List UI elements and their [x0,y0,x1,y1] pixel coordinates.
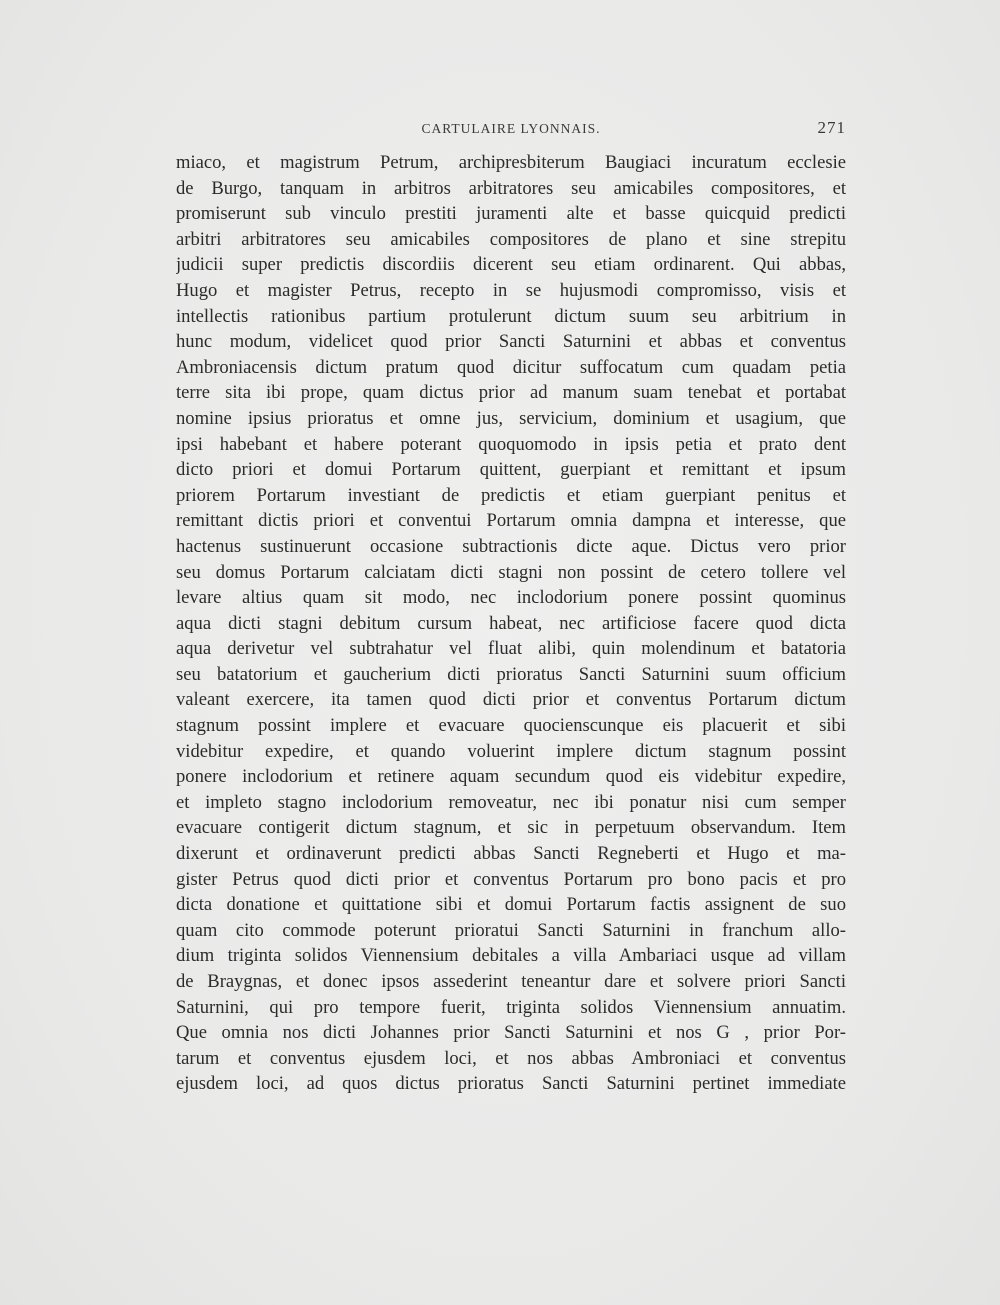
text-line: promiserunt sub vinculo prestiti juramenti alte et basse quicquid predicti [176,203,846,225]
text-line: de Braygnas, et donec ipsos assederint teneantur dare et solvere priori Sancti [176,971,846,992]
text-line: Ambroniacensis dictum pratum quod dicitur suffocatum cum quadam petia [176,356,846,378]
text-line: Saturnini, qui pro tempore fuerit, triginta solidos Viennensium annuatim. [176,996,846,1018]
text-line: videbitur expedire, et quando voluerint implere dictum stagnum possint [176,740,846,762]
text-line: seu batatorium et gaucherium dicti prioratus Sancti Saturnini suum officium [176,663,846,685]
running-head [176,118,846,142]
text-line: terre sita ibi prope, quam dictus prior ad manum suam tenebat et portabat [176,382,846,404]
text-line: ejusdem loci, ad quos dictus prioratus Sancti Saturnini pertinet immediate [176,1073,846,1095]
text-line: stagnum possint implere et evacuare quocienscunque eis placuerit et sibi [176,715,846,737]
text-line: hunc modum, videlicet quod prior Sancti Saturnini et abbas et conventus [176,331,846,353]
text-line: dium triginta solidos Viennensium debitales a villa Ambariaci usque ad villam [176,945,846,967]
text-line: valeant exercere, ita tamen quod dicti prior et conventus Portarum dictum [176,689,846,711]
running-title: CARTULAIRE LYONNAIS. [421,121,601,136]
text-line: arbitri arbitratores seu amicabiles compositores de plano et sine strepitu [176,228,846,250]
text-line: judicii super predictis discordiis dicerent seu etiam ordinarent. Qui abbas, [176,254,846,276]
text-line: dixerunt et ordinaverunt predicti abbas Sancti Regneberti et Hugo et ma- [176,843,846,865]
text-line: seu domus Portarum calciatam dicti stagni non possint de cetero tollere vel [176,561,846,583]
text-line: aqua derivetur vel subtrahatur vel fluat alibi, quin molendinum et batatoria [176,638,846,660]
page-number: 271 [817,118,846,137]
text-line: ponere inclodorium et retinere aquam secundum quod eis videbitur expedire, [176,766,846,788]
text-line: levare altius quam sit modo, nec inclodorium ponere possint quominus [176,587,846,609]
text-line: intellectis rationibus partium protulerunt dictum suum seu arbitrium in [176,305,846,327]
text-line: miaco, et magistrum Petrum, archipresbiterum Baugiaci incuratum ecclesie [176,152,846,173]
text-line: quam cito commode poterunt prioratui Sancti Saturnini in franchum allo- [176,919,846,941]
text-line: dicta donatione et quittatione sibi et domui Portarum factis assignent de suo [176,894,846,916]
text-line: dicto priori et domui Portarum quittent, guerpiant et remittant et ipsum [176,459,846,481]
text-line: et impleto stagno inclodorium removeatur, nec ibi ponatur nisi cum semper [176,791,846,813]
text-line: evacuare contigerit dictum stagnum, et sic in perpetuum observandum. Item [176,817,846,839]
body-text [176,150,846,1097]
text-line: hactenus sustinuerunt occasione subtractionis dicte aque. Dictus vero prior [176,535,846,557]
text-line: remittant dictis priori et conventui Portarum omnia dampna et interesse, que [176,510,846,532]
text-line: de Burgo, tanquam in arbitros arbitratores seu amicabiles compositores, et [176,177,846,199]
text-line: gister Petrus quod dicti prior et conventus Portarum pro bono pacis et pro [176,868,846,890]
text-line: priorem Portarum investiant de predictis et etiam guerpiant penitus et [176,484,846,506]
text-line: nomine ipsius prioratus et omne jus, servicium, dominium et usagium, que [176,407,846,429]
text-line: Que omnia nos dicti Johannes prior Sancti Saturnini et nos G , prior Por- [176,1022,846,1044]
text-line: aqua dicti stagni debitum cursum habeat, nec artificiose facere quod dicta [176,612,846,634]
text-line: tarum et conventus ejusdem loci, et nos abbas Ambroniaci et conventus [176,1047,846,1069]
text-line: ipsi habebant et habere poterant quoquomodo in ipsis petia et prato dent [176,433,846,455]
text-line: Hugo et magister Petrus, recepto in se hujusmodi compromisso, visis et [176,279,846,301]
